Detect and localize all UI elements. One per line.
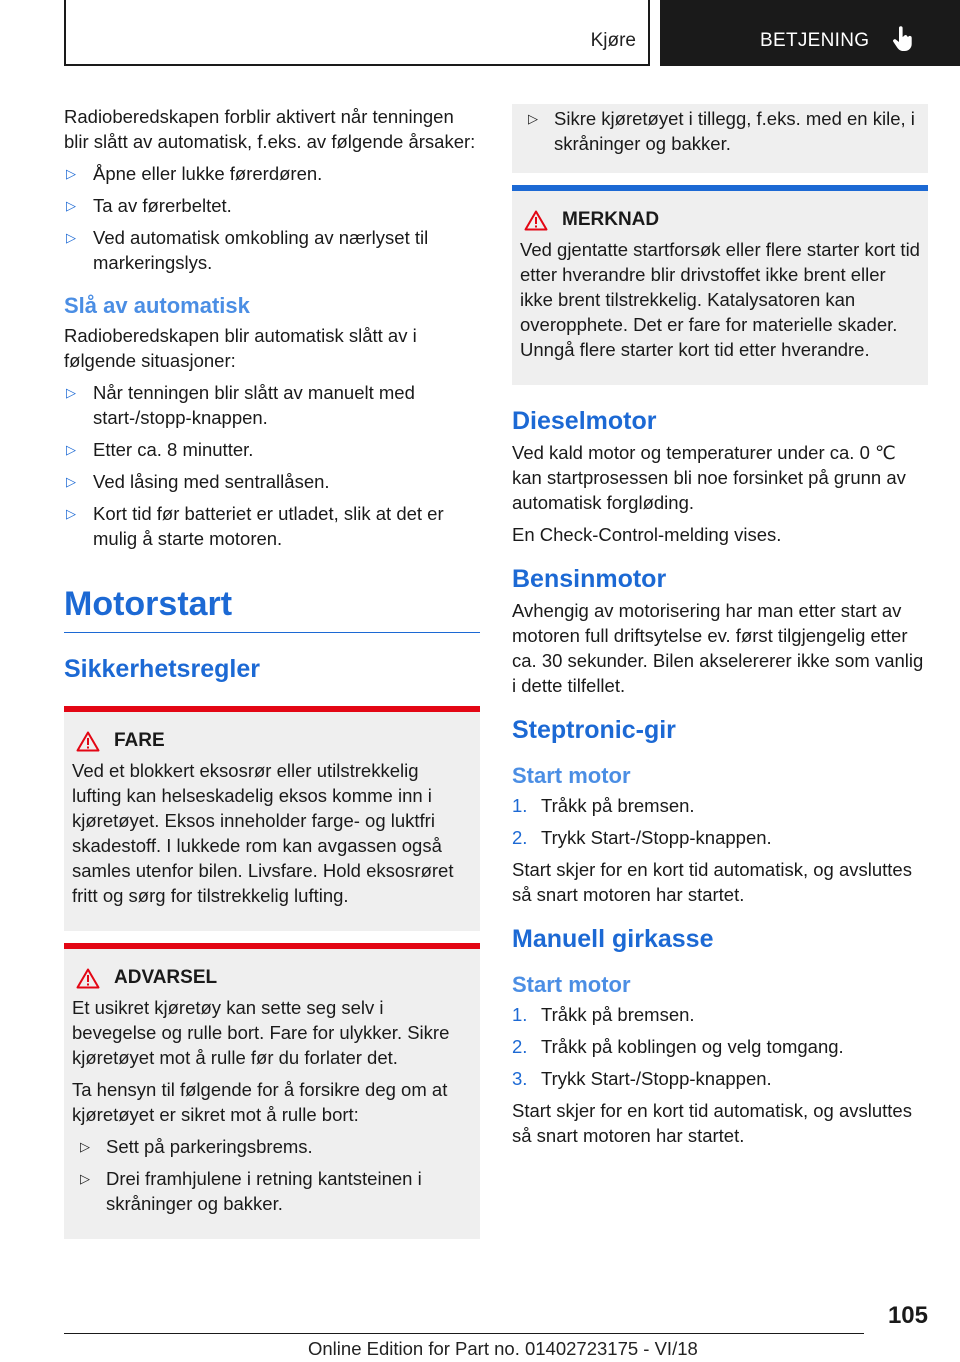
manual-start-heading: Start motor: [512, 972, 631, 997]
intro-list: [64, 161, 480, 275]
list-item: ▷ Sett på parkeringsbrems.: [80, 1136, 313, 1157]
danger-box: [64, 706, 480, 931]
steptronic-after: Start skjer for en kort tid automatisk, og avsluttes så snart motoren har startet.: [512, 859, 912, 905]
danger-text: Ved et blokkert eksosrør eller utilstrekkelig lufting kan helseskadelig eksos komme inn i kjøretøyet. Eksos inneholder farge- og luktfri skadestoff. I lukkede rom kan avgassen også samles utenfor bilen. Livsfare. Hold eksosrøret fritt og sørg for tilstrekkelig lufting.: [72, 760, 454, 906]
auto-off-paragraph: Radioberedskapen blir automatisk slått av i følgende situasjoner:: [64, 325, 417, 371]
danger-title: FARE: [72, 730, 472, 752]
diesel-text-2: En Check-Control-melding vises.: [512, 524, 782, 545]
list-item: ▷ Kort tid før batteriet er utladet, slik at det er mulig å starte motoren.: [66, 503, 444, 549]
list-item: 1. Tråkk på bremsen.: [512, 795, 695, 816]
warning-triangle-icon: [524, 210, 548, 231]
triangle-bullet-icon: ▷: [66, 506, 76, 521]
chapter-tab: [660, 0, 960, 66]
auto-off-list: [64, 380, 480, 551]
edition-text: Online Edition for Part no. 01402723175 - VI/18: [308, 1338, 698, 1359]
main-heading: Motorstart: [64, 585, 480, 633]
manual-steps: [512, 1002, 928, 1091]
auto-off-heading: Slå av automatisk: [64, 293, 250, 318]
triangle-bullet-icon: ▷: [66, 230, 76, 245]
list-item: 1. Tråkk på bremsen.: [512, 1004, 695, 1025]
diesel-text-1: Ved kald motor og temperaturer under ca. 0 ℃ kan startprosessen bli noe forsinket på grunn av automatisk forgløding.: [512, 442, 906, 513]
list-item: ▷ Etter ca. 8 minutter.: [66, 439, 254, 460]
triangle-bullet-icon: ▷: [66, 198, 76, 213]
steptronic-steps: [512, 793, 928, 850]
steptronic-heading: Steptronic-gir: [512, 716, 676, 744]
list-item: 2. Tråkk på koblingen og velg tomgang.: [512, 1036, 844, 1057]
manual-after: Start skjer for en kort tid automatisk, og avsluttes så snart motoren har startet.: [512, 1100, 912, 1146]
diesel-heading: Dieselmotor: [512, 407, 657, 435]
warning-text-1: Et usikret kjøretøy kan sette seg selv i bevegelse og rulle bort. Fare for ulykker. Sikre kjøretøyet mot å rulle før du forlater det.: [72, 997, 450, 1068]
list-item: ▷ Når tenningen blir slått av manuelt med start-/stopp-knappen.: [66, 382, 415, 428]
list-item: ▷ Åpne eller lukke førerdøren.: [66, 163, 323, 184]
list-item: ▷ Ta av førerbeltet.: [66, 195, 232, 216]
triangle-bullet-icon: ▷: [528, 111, 538, 126]
warning-list-continued: [520, 106, 920, 156]
note-box: [512, 185, 928, 385]
right-column: [512, 104, 928, 1155]
list-item: ▷ Ved automatisk omkobling av nærlyset til markeringslys.: [66, 227, 429, 273]
safety-heading: Sikkerhetsregler: [64, 655, 260, 683]
triangle-bullet-icon: ▷: [66, 442, 76, 457]
warning-box-continued: [512, 104, 928, 173]
steptronic-start-heading: Start motor: [512, 763, 631, 788]
triangle-bullet-icon: ▷: [80, 1139, 90, 1154]
triangle-bullet-icon: ▷: [66, 385, 76, 400]
section-label: Kjøre: [590, 30, 636, 51]
left-column: [64, 104, 480, 1251]
list-item: ▷ Drei framhjulene i retning kantsteinen i skråninger og bakker.: [80, 1168, 422, 1214]
footer-divider: [64, 1333, 864, 1334]
section-tab: [64, 0, 650, 66]
triangle-bullet-icon: ▷: [66, 166, 76, 181]
note-title: MERKNAD: [520, 209, 920, 231]
warning-triangle-icon: [76, 731, 100, 752]
warning-title: ADVARSEL: [72, 967, 472, 989]
petrol-heading: Bensinmotor: [512, 565, 667, 593]
warning-list: [72, 1134, 472, 1216]
page-header: [64, 0, 960, 66]
list-item: 2. Trykk Start-/Stopp-knappen.: [512, 827, 772, 848]
triangle-bullet-icon: ▷: [80, 1171, 90, 1186]
list-item: ▷ Ved låsing med sentrallåsen.: [66, 471, 330, 492]
page-number: 105: [887, 1302, 928, 1329]
warning-text-2: Ta hensyn til følgende for å forsikre deg om at kjøretøyet er sikret mot å rulle bort:: [72, 1079, 448, 1125]
note-text: Ved gjentatte startforsøk eller flere starter kort tid etter hverandre blir drivstoffet ikke brent eller ikke brent tilstrekkelig. Katalysatoren kan overopphete. Det er fare for materielle skader. Unngå flere starter kort tid etter hverandre.: [520, 239, 920, 360]
list-item: 3. Trykk Start-/Stopp-knappen.: [512, 1068, 772, 1089]
list-item: ▷ Sikre kjøretøyet i tillegg, f.eks. med en kile, i skråninger og bakker.: [528, 108, 915, 154]
warning-triangle-icon: [76, 968, 100, 989]
intro-paragraph: Radioberedskapen forblir aktivert når tenningen blir slått av automatisk, f.eks. av følgende årsaker:: [64, 106, 476, 152]
manual-heading: Manuell girkasse: [512, 925, 714, 953]
triangle-bullet-icon: ▷: [66, 474, 76, 489]
chapter-label: BETJENING: [760, 30, 870, 51]
hand-pointer-icon: [892, 26, 914, 52]
petrol-text: Avhengig av motorisering har man etter start av motoren full driftsytelse ev. først tilgjengelig etter ca. 30 sekunder. Bilen akselererer ikke som vanlig i dette tilfellet.: [512, 600, 924, 696]
warning-box: [64, 943, 480, 1239]
